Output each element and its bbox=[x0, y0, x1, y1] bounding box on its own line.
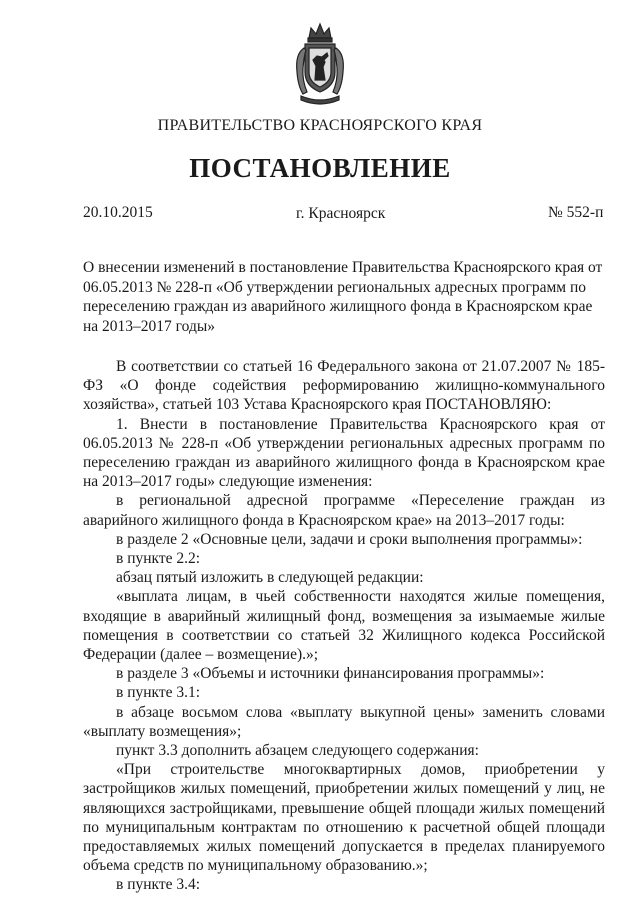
body-paragraph: В соответствии со статьей 16 Федерального закона от 21.07.2007 № 185-ФЗ «О фонде содействия реформированию жилищно-коммунального хозяйства», статьей 103 Устава Красноярского края ПОСТАНОВЛЯЮ: bbox=[83, 358, 605, 414]
body-paragraph: в пункте 3.4: bbox=[116, 876, 201, 894]
document-date: 20.10.2015 bbox=[83, 204, 153, 221]
government-title: ПРАВИТЕЛЬСТВО КРАСНОЯРСКОГО КРАЯ bbox=[157, 117, 483, 134]
coat-of-arms-icon bbox=[291, 20, 349, 108]
document-subject: О внесении изменений в постановление Правительства Красноярского края от 06.05.2013 № 228-п «Об утверждении региональных адресных программ по переселению граждан из аварийного жилищного фонда в Красноярском крае на 2013–2017 годы» bbox=[83, 259, 603, 335]
body-paragraph: в разделе 3 «Объемы и источники финансирования программы»: bbox=[116, 665, 545, 683]
body-paragraph: пункт 3.3 дополнить абзацем следующего содержания: bbox=[116, 742, 479, 760]
body-paragraph: в абзаце восьмом слова «выплату выкупной цены» заменить словами «выплату возмещения»; bbox=[83, 703, 605, 740]
document-body bbox=[83, 357, 605, 895]
body-paragraph: абзац пятый изложить в следующей редакции: bbox=[116, 569, 424, 587]
body-paragraph: в пункте 3.1: bbox=[116, 684, 201, 702]
document-type-title: ПОСТАНОВЛЕНИЕ bbox=[189, 153, 451, 183]
body-paragraph: 1. Внести в постановление Правительства Красноярского края от 06.05.2013 № 228-п «Об утверждении региональных адресных программ по переселению граждан из аварийного жилищного фонда в Красноярском крае на 2013–2017 годы» следующие изменения: bbox=[83, 415, 605, 491]
body-paragraph: «выплата лицам, в чьей собственности находятся жилые помещения, входящие в аварийный жилищный фонд, возмещения за изымаемые жилые помещения в соответствии со статьей 32 Жилищного кодекса Российской Федерации (далее – возмещение).»; bbox=[83, 588, 605, 664]
body-paragraph: в разделе 2 «Основные цели, задачи и сроки выполнения программы»: bbox=[116, 530, 583, 548]
document-number: № 552-п bbox=[548, 204, 604, 221]
document-city: г. Красноярск bbox=[296, 205, 386, 222]
body-paragraph: «При строительстве многоквартирных домов, приобретении у застройщиков жилых помещений, приобретении жилых помещений у лиц, не являющихся застройщиками, превышение общей площади жилых помещений по муниципальным контрактам по отношению к расчетной общей площади предоставляемых жилых помещений допускается в пределах планируемого объема средств по муниципальному образованию.»; bbox=[83, 761, 605, 875]
body-paragraph: в пункте 2.2: bbox=[116, 550, 201, 568]
body-paragraph: в региональной адресной программе «Переселение граждан из аварийного жилищного фонда в Красноярском крае» на 2013–2017 годы: bbox=[83, 492, 605, 529]
